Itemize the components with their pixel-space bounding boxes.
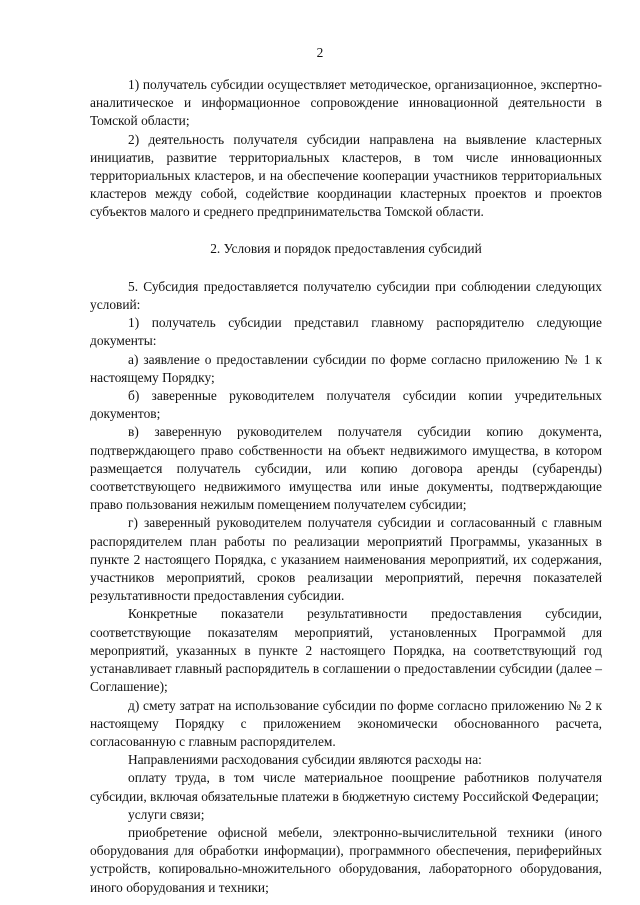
paragraph-subitem-a: а) заявление о предоставлении субсидии по форме согласно приложению № 1 к настоящему Порядку; [90,351,602,385]
paragraph-subitem-v: в) заверенную руководителем получателя субсидии копию документа, подтверждающего право собственности на объект недвижимого имущества, в котором размещается получатель субсидии, или копию договора аренды (субаренды) соответствующего недвижимого имущества или иные документы, подтверждающие право пользования нежилым помещением получателем субсидии; [90,424,602,513]
paragraph-expense-directions: Направлениями расходования субсидии являются расходы на: [128,752,482,768]
paragraph-subitem-b: б) заверенные руководителем получателя субсидии копии учредительных документов; [90,388,602,422]
paragraph-expense-communications: услуги связи; [128,806,205,822]
paragraph-expense-labor: оплату труда, в том числе материальное поощрение работников получателя субсидии, включая обязательные платежи в бюджетную систему Российской Федерации; [90,770,602,804]
paragraph-item-1: 1) получатель субсидии осуществляет методическое, организационное, экспертно-аналитическое и информационное сопровождение инновационной деятельности в Томской области; [90,77,602,129]
paragraph-item-2: 2) деятельность получателя субсидии направлена на выявление кластерных инициатив, развитие территориальных кластеров, в том числе инновационных территориальных кластеров, и на обеспечение кооперации участников территориальных кластеров между собой, содействие координации кластерных проектов и проектов субъектов малого и среднего предпринимательства Томской области. [90,131,602,220]
paragraph-clause-5: 5. Субсидия предоставляется получателю субсидии при соблюдении следующих условий: [90,278,602,313]
paragraph-subitem-g: г) заверенный руководителем получателя субсидии и согласованный с главным распорядителем план работы по реализации мероприятий Программы, указанных в пункте 2 настоящего Порядка, с указанием наименования мероприятий, их содержания, участников мероприятий, сроков реализации мероприятий, перечня показателей результативности предоставления субсидии. [90,515,602,604]
paragraph-subitem-d: д) смету затрат на использование субсидии по форме согласно приложению № 2 к настоящему Порядку с приложением экономически обоснованного расчета, согласованную с главным распорядителем. [90,697,602,749]
paragraph-indicators: Конкретные показатели результативности предоставления субсидии, соответствующие показателям мероприятий, установленных Программой для мероприятий, указанных в пункте 2 настоящего Порядка, на соответствующий год устанавливает главный распорядитель в соглашении о предоставлении субсидии (далее – Соглашение); [90,606,602,695]
paragraph-condition-1: 1) получатель субсидии представил главному распорядителю следующие документы: [90,315,602,349]
section-heading: 2. Условия и порядок предоставления субсидий [210,240,482,256]
paragraph-expense-equipment: приобретение офисной мебели, электронно-вычислительной техники (иного оборудования для обработки информации), программного обеспечения, периферийных устройств, копировально-множительного оборудования, лабораторного оборудования, иного оборудования и техники; [90,824,602,895]
page-number: 2 [316,45,324,60]
document-body [90,76,602,897]
